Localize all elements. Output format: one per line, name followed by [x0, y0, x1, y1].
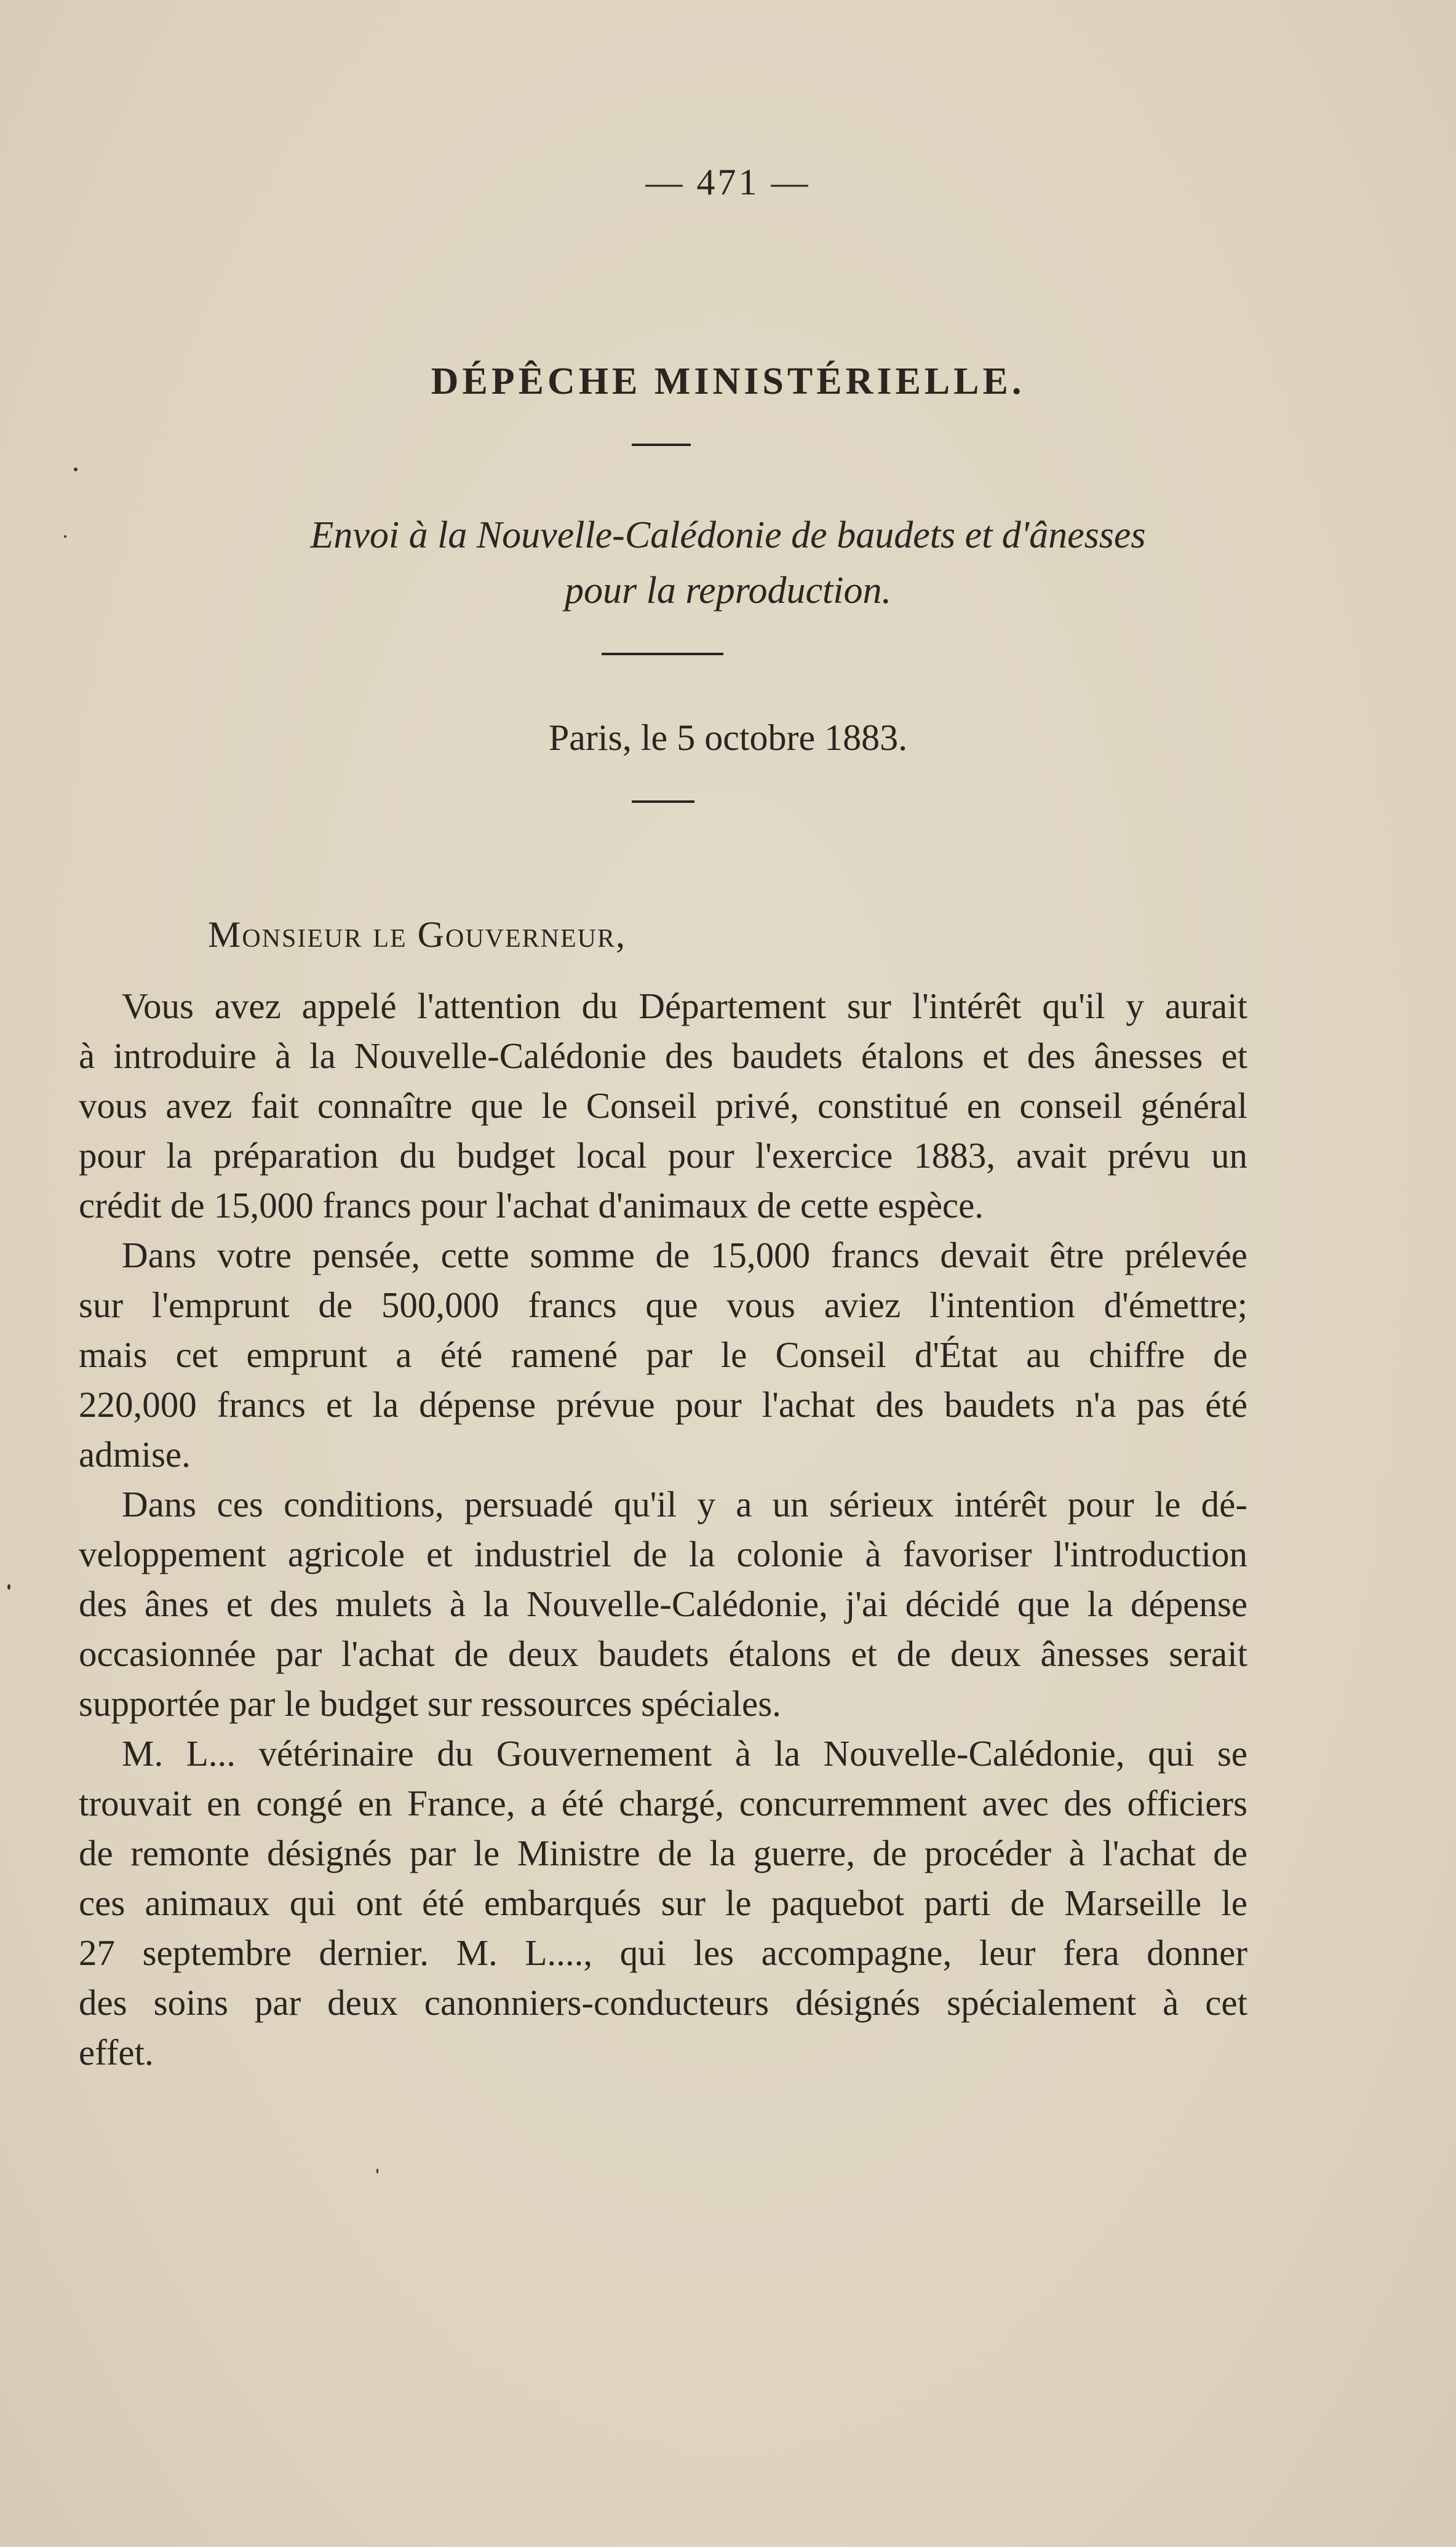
body-line: admise. — [79, 1434, 191, 1475]
body-line: ces animaux qui ont été embarqués sur le paquebot parti de Marseille le — [79, 1883, 1247, 1923]
body-line: à introduire à la Nouvelle-Calédonie des baudets étalons et des ânesses et — [79, 1035, 1247, 1076]
body-line: des soins par deux canonniers-conducteurs désignés spécialement à cet — [79, 1982, 1247, 2023]
body-line: mais cet emprunt a été ramené par le Conseil d'État au chiffre de — [79, 1334, 1247, 1375]
document-title: DÉPÊCHE MINISTÉRIELLE. — [431, 361, 1025, 402]
body-line: pour la préparation du budget local pour l'exercice 1883, avait prévu un — [79, 1135, 1247, 1176]
dateline-rule — [632, 800, 694, 803]
paper-speck — [376, 2169, 378, 2174]
body-line: Vous avez appelé l'attention du Département sur l'intérêt qu'il y aurait — [122, 986, 1247, 1026]
body-line: 27 septembre dernier. M. L...., qui les accompagne, leur fera donner — [79, 1932, 1247, 1973]
body-line: effet. — [79, 2032, 154, 2073]
body-line: 220,000 francs et la dépense prévue pour l'achat des baudets n'a pas été — [79, 1384, 1247, 1425]
document-subtitle — [0, 508, 1456, 618]
body-line: trouvait en congé en France, a été chargé, concurremment avec des officiers — [79, 1783, 1247, 1824]
body-line: supportée par le budget sur ressources spéciales. — [79, 1683, 781, 1724]
paper-speck — [7, 1584, 10, 1590]
body-line: de remonte désignés par le Ministre de la guerre, de procéder à l'achat de — [79, 1833, 1247, 1873]
body-line: M. L... vétérinaire du Gouvernement à la Nouvelle-Calédonie, qui se — [122, 1733, 1247, 1774]
paper-speck — [64, 535, 66, 538]
body-line: Dans ces conditions, persuadé qu'il y a un sérieux intérêt pour le dé- — [122, 1484, 1247, 1525]
paper-speck — [74, 468, 78, 471]
body-line: crédit de 15,000 francs pour l'achat d'animaux de cette espèce. — [79, 1185, 984, 1226]
body-line: des ânes et des mulets à la Nouvelle-Calédonie, j'ai décidé que la dépense — [79, 1584, 1247, 1624]
body-line: vous avez fait connaître que le Conseil privé, constitué en conseil général — [79, 1085, 1247, 1126]
subtitle-line-1: Envoi à la Nouvelle-Calédonie de baudets et d'ânesses — [310, 514, 1146, 556]
subtitle-line-2: pour la reproduction. — [565, 570, 891, 612]
page-number: — 471 — — [645, 162, 811, 202]
dateline: Paris, le 5 octobre 1883. — [548, 717, 908, 758]
title-rule — [632, 444, 691, 446]
body-line: occasionnée par l'achat de deux baudets étalons et de deux ânesses serait — [79, 1633, 1247, 1674]
body-line: veloppement agricole et industriel de la colonie à favoriser l'introduction — [79, 1534, 1247, 1574]
body-line: sur l'emprunt de 500,000 francs que vous aviez l'intention d'émettre; — [79, 1285, 1247, 1325]
subtitle-rule — [602, 653, 723, 655]
letter-body — [79, 981, 1247, 2078]
body-line: Dans votre pensée, cette somme de 15,000 francs devait être prélevée — [122, 1235, 1247, 1275]
salutation: Monsieur le Gouverneur, — [208, 914, 626, 955]
